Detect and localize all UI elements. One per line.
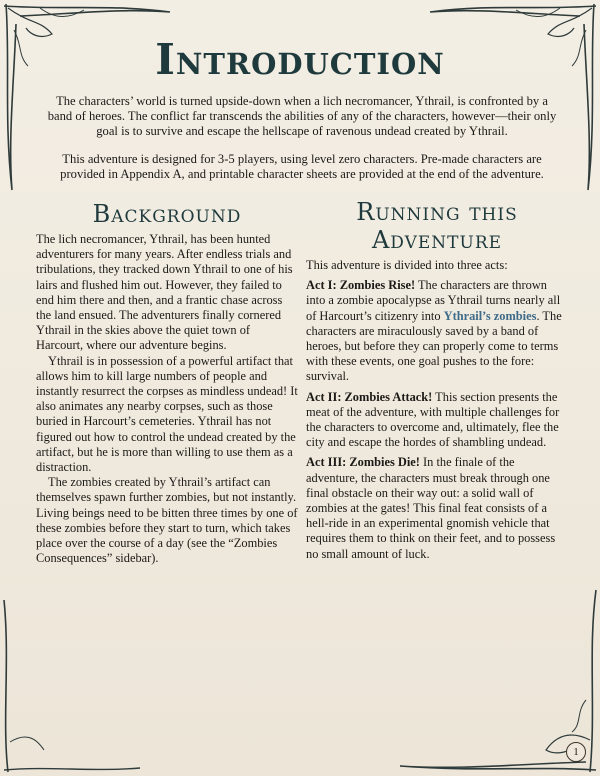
act-3-paragraph: [306, 455, 568, 561]
background-paragraph-1: The lich necromancer, Ythrail, has been hunted adventurers for many years. After endless trials and tribulations, they tracked down Ythrail to one of his lairs and flushed him out. However, they failed to end him there and then, and a frantic chase across the land ensued. The adventurers finally cornered Ythrail in the skies above the quiet town of Harcourt, where our adventure begins.: [36, 232, 293, 353]
act-1-text-b: . The characters are miraculously saved by a band of heroes, but before they can properly come to terms with these events, one goal pushes to the fore: survival.: [306, 308, 562, 384]
act-2-paragraph: [306, 390, 568, 451]
background-paragraph-2: Ythrail is in possession of a powerful artifact that allows him to kill large numbers of people and instantly resurrect the corpses as mindless undead! It also animates any nearby corpses, such as those buried in Harcourt’s cemeteries. Ythrail has not figured out how to control the undead created by the artifact, but he is more than willing to use them as a distraction.: [36, 353, 298, 475]
act-1-text-a: The characters are thrown into a zombie apocalypse as Ythrail turns nearly all of Harcourt’s citizenry into: [306, 278, 561, 323]
act-3-text: In the finale of the adventure, the characters must break through one final obstacle on their way out: a solid wall of zombies at the gates! This final feat consists of a hell-ride in an experimental gnomish vehicle that requires them to think on their feet, and to possess no small amount of luck.: [306, 455, 556, 561]
running-lead: This adventure is divided into three acts:: [306, 258, 508, 272]
page-number-badge: 1: [566, 742, 586, 762]
running-heading: Running this Adventure: [356, 198, 518, 254]
running-adventure-column: [306, 198, 568, 567]
intro-paragraph-1: The characters’ world is turned upside-down when a lich necromancer, Ythrail, is confronted by a band of heroes. The conflict far transcends the abilities of any of the characters, however—their only goal is to survive and escape the hellscape of ravenous undead created by Ythrail.: [47, 94, 557, 138]
background-paragraph-3: The zombies created by Ythrail’s artifact can themselves spawn further zombies, but not instantly. Living beings need to be bitten three times by one of these zombies before they start to turn, which takes place over the course of a day (see the “Zombies Consequences” sidebar).: [36, 475, 298, 566]
intro-section: [44, 94, 560, 195]
act-1-paragraph: [306, 278, 568, 384]
act-2-text: This section presents the meat of the adventure, with multiple challenges for the characters to overcome and, ultimately, flee the city and escape the hordes of shambling undead.: [306, 389, 560, 450]
background-heading: Background: [92, 200, 242, 228]
background-column: [36, 198, 298, 566]
intro-paragraph-2: This adventure is designed for 3-5 players, using level zero characters. Pre-made characters are provided in Appendix A, and printable character sheets are provided at the end of the adventure.: [60, 152, 544, 181]
act-3-label: Act III: Zombies Die!: [306, 455, 420, 470]
page-title: Introduction: [155, 35, 445, 84]
act-1-label: Act I: Zombies Rise!: [306, 278, 416, 293]
act-2-label: Act II: Zombies Attack!: [306, 389, 433, 404]
ythrail-zombies-link[interactable]: Ythrail’s zombies: [443, 308, 537, 323]
